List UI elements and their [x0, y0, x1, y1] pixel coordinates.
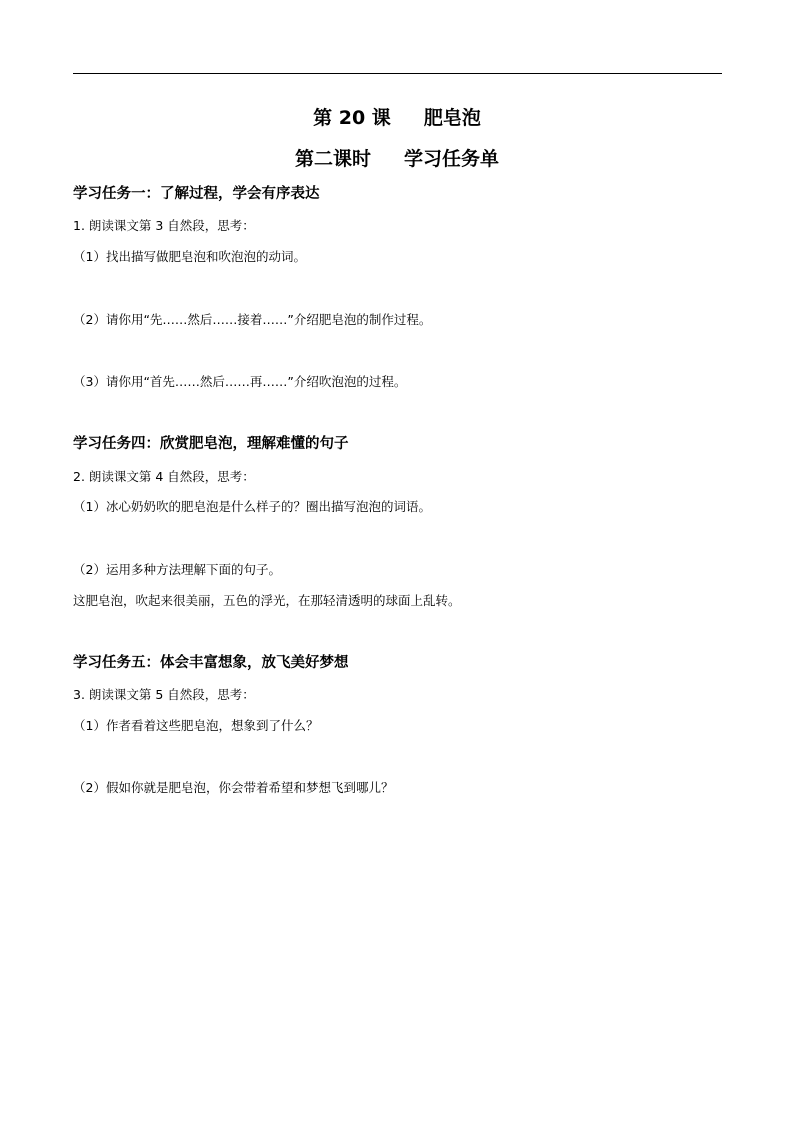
question-2-prompt: 2. 朗读课文第 4 自然段，思考：: [73, 469, 255, 484]
question-3-prompt: 3. 朗读课文第 5 自然段，思考：: [73, 687, 255, 702]
lesson-title: 第 20 课 肥皂泡: [313, 107, 481, 129]
quoted-sentence: 这肥皂泡，吹起来很美丽，五色的浮光，在那轻清透明的球面上乱转。: [73, 593, 461, 608]
section-heading-task-5: 学习任务五：体会丰富想象，放飞美好梦想: [73, 655, 349, 671]
question-1-prompt: 1. 朗读课文第 3 自然段，思考：: [73, 218, 255, 233]
question-1-part-1: （1）找出描写做肥皂泡和吹泡泡的动词。: [73, 249, 306, 264]
header-rule: [73, 73, 722, 74]
section-heading-task-4: 学习任务四：欣赏肥皂泡，理解难懂的句子: [73, 436, 349, 452]
question-3-part-1: （1）作者看着这些肥皂泡，想象到了什么？: [73, 718, 319, 733]
question-2-part-2: （2）运用多种方法理解下面的句子。: [73, 562, 281, 577]
worksheet-subtitle: 第二课时 学习任务单: [294, 148, 500, 170]
section-heading-task-1: 学习任务一：了解过程，学会有序表达: [73, 186, 320, 202]
question-3-part-2: （2）假如你就是肥皂泡，你会带着希望和梦想飞到哪儿？: [73, 780, 394, 795]
question-1-part-2: （2）请你用“先……然后……接着……”介绍肥皂泡的制作过程。: [73, 312, 432, 327]
question-2-part-1: （1）冰心奶奶吹的肥皂泡是什么样子的？圈出描写泡泡的词语。: [73, 499, 431, 514]
question-1-part-3: （3）请你用“首先……然后……再……”介绍吹泡泡的过程。: [73, 374, 407, 389]
